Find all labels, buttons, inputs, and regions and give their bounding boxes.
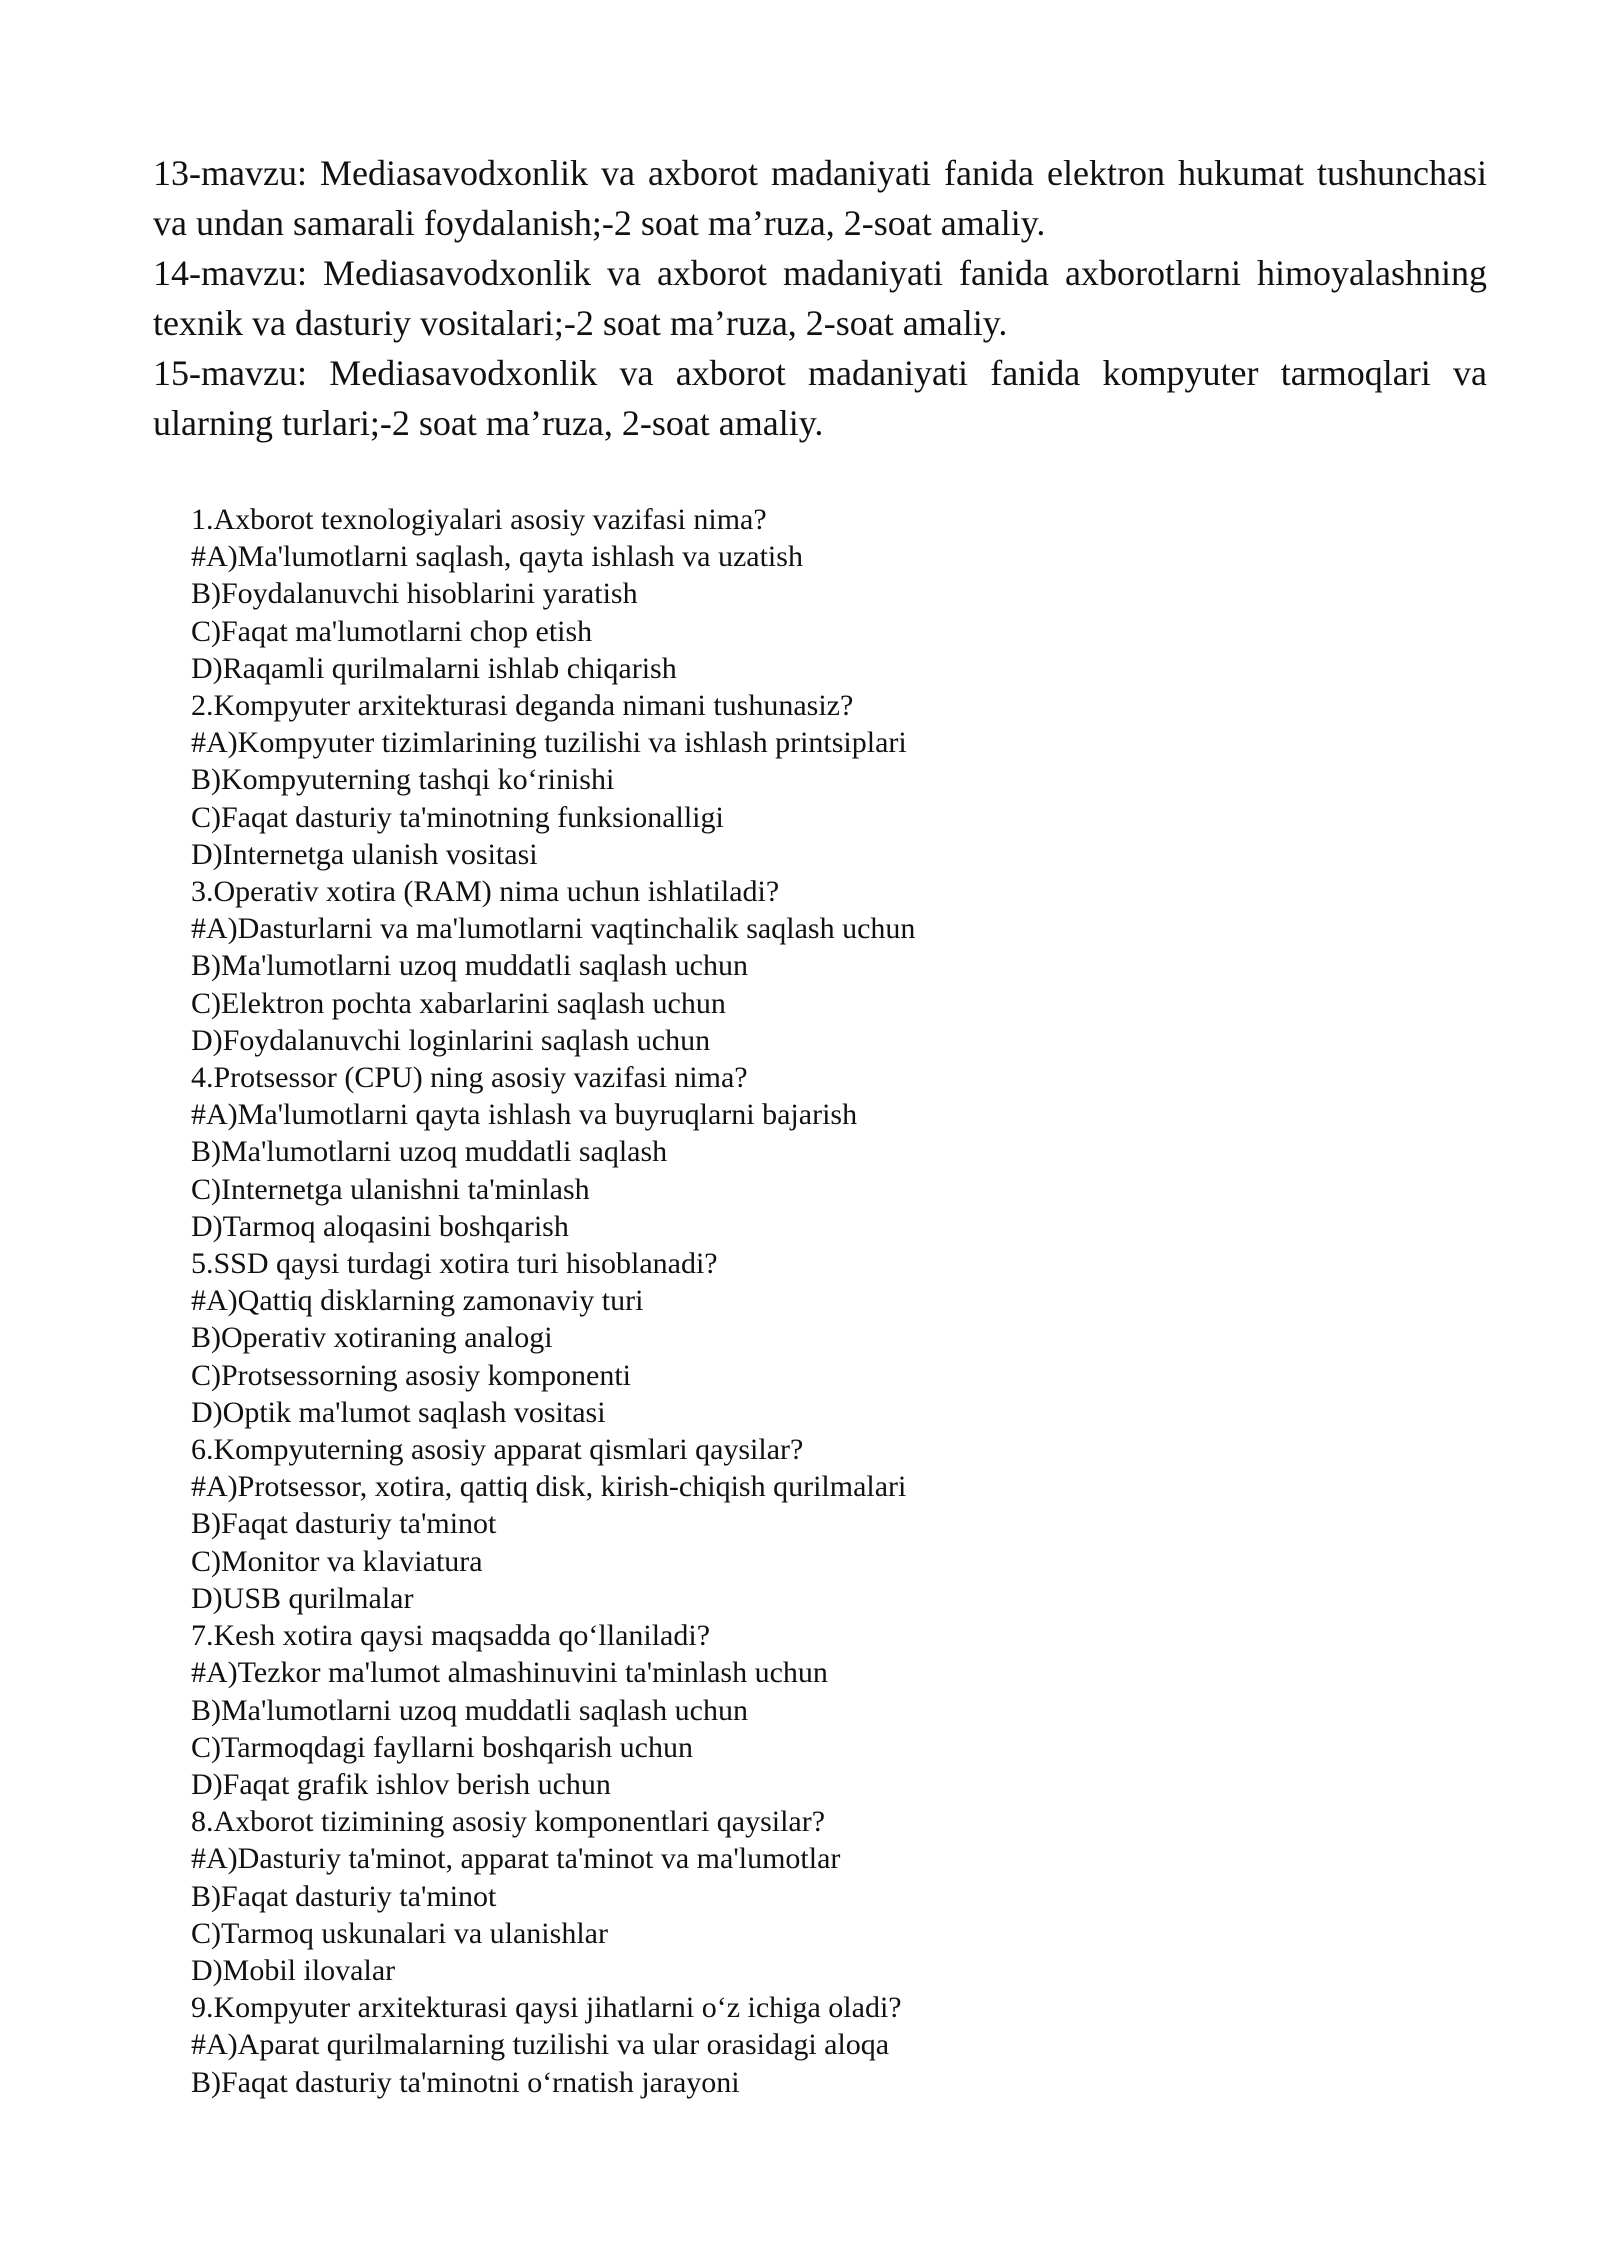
- answer-option: C)Protsessorning asosiy komponenti: [191, 1358, 631, 1392]
- answer-option: C)Internetga ulanishni ta'minlash: [191, 1172, 590, 1206]
- answer-option: C)Tarmoqdagi fayllarni boshqarish uchun: [191, 1730, 693, 1764]
- answer-option: B)Foydalanuvchi hisoblarini yaratish: [191, 577, 638, 611]
- answer-option: C)Faqat ma'lumotlarni chop etish: [191, 614, 593, 648]
- question-8: [191, 1803, 1391, 1989]
- answer-option: #A)Protsessor, xotira, qattiq disk, kirish-chiqish qurilmalari: [191, 1470, 907, 1504]
- question-text: 8.Axborot tizimining asosiy komponentlari qaysilar?: [191, 1805, 826, 1839]
- question-3: [191, 873, 1391, 1059]
- answer-option: #A)Ma'lumotlarni qayta ishlash va buyruqlarni bajarish: [191, 1098, 858, 1132]
- question-4: [191, 1059, 1391, 1245]
- question-text: 7.Kesh xotira qaysi maqsadda qo‘llaniladi?: [191, 1619, 711, 1653]
- question-2: [191, 687, 1391, 873]
- topic-15: 15-mavzu: Mediasavodxonlik va axborot madaniyati fanida kompyuter tarmoqlari va ularning turlari;-2 soat ma’ruza, 2-soat amaliy.: [153, 353, 1487, 443]
- questions-section: [191, 501, 1391, 2101]
- answer-option: D)Mobil ilovalar: [191, 1953, 396, 1987]
- answer-option: #A)Tezkor ma'lumot almashinuvini ta'minlash uchun: [191, 1656, 828, 1690]
- question-text: 2.Kompyuter arxitekturasi deganda nimani tushunasiz?: [191, 689, 854, 723]
- answer-option: C)Elektron pochta xabarlarini saqlash uchun: [191, 986, 726, 1020]
- topic-13: 13-mavzu: Mediasavodxonlik va axborot madaniyati fanida elektron hukumat tushunchasi va undan samarali foydalanish;-2 soat ma’ruza, 2-soat amaliy.: [153, 153, 1487, 243]
- answer-option: D)Optik ma'lumot saqlash vositasi: [191, 1395, 606, 1429]
- topics-section: [153, 148, 1487, 448]
- question-9: [191, 1989, 1391, 2101]
- answer-option: #A)Kompyuter tizimlarining tuzilishi va ishlash printsiplari: [191, 726, 907, 760]
- answer-option: #A)Dasturiy ta'minot, apparat ta'minot va ma'lumotlar: [191, 1842, 841, 1876]
- answer-option: D)Faqat grafik ishlov berish uchun: [191, 1767, 611, 1801]
- question-text: 5.SSD qaysi turdagi xotira turi hisoblanadi?: [191, 1247, 718, 1281]
- question-text: 1.Axborot texnologiyalari asosiy vazifasi nima?: [191, 503, 767, 536]
- answer-option: B)Faqat dasturiy ta'minot: [191, 1507, 497, 1541]
- answer-option: C)Tarmoq uskunalari va ulanishlar: [191, 1916, 608, 1950]
- question-text: 9.Kompyuter arxitekturasi qaysi jihatlarni o‘z ichiga oladi?: [191, 1991, 902, 2025]
- answer-option: C)Faqat dasturiy ta'minotning funksionalligi: [191, 800, 724, 834]
- answer-option: D)Raqamli qurilmalarni ishlab chiqarish: [191, 651, 677, 685]
- answer-option: C)Monitor va klaviatura: [191, 1544, 483, 1578]
- question-5: [191, 1245, 1391, 1431]
- answer-option: #A)Dasturlarni va ma'lumotlarni vaqtinchalik saqlash uchun: [191, 912, 916, 946]
- answer-option: B)Operativ xotiraning analogi: [191, 1321, 553, 1355]
- question-text: 4.Protsessor (CPU) ning asosiy vazifasi nima?: [191, 1061, 748, 1095]
- answer-option: B)Faqat dasturiy ta'minot: [191, 1879, 497, 1913]
- topic-14: 14-mavzu: Mediasavodxonlik va axborot madaniyati fanida axborotlarni himoyalashning texnik va dasturiy vositalari;-2 soat ma’ruza, 2-soat amaliy.: [153, 253, 1487, 343]
- question-6: [191, 1431, 1391, 1617]
- answer-option: B)Ma'lumotlarni uzoq muddatli saqlash: [191, 1135, 668, 1169]
- question-7: [191, 1617, 1391, 1803]
- answer-option: D)USB qurilmalar: [191, 1581, 414, 1615]
- answer-option: #A)Qattiq disklarning zamonaviy turi: [191, 1284, 644, 1318]
- answer-option: B)Ma'lumotlarni uzoq muddatli saqlash uchun: [191, 949, 748, 983]
- question-1: [191, 501, 1391, 687]
- answer-option: B)Faqat dasturiy ta'minotni o‘rnatish jarayoni: [191, 2065, 740, 2099]
- question-text: 3.Operativ xotira (RAM) nima uchun ishlatiladi?: [191, 875, 780, 909]
- answer-option: #A)Ma'lumotlarni saqlash, qayta ishlash va uzatish: [191, 540, 803, 574]
- answer-option: #A)Aparat qurilmalarning tuzilishi va ular orasidagi aloqa: [191, 2028, 890, 2062]
- answer-option: D)Internetga ulanish vositasi: [191, 837, 538, 871]
- answer-option: B)Kompyuterning tashqi ko‘rinishi: [191, 763, 615, 797]
- answer-option: B)Ma'lumotlarni uzoq muddatli saqlash uchun: [191, 1693, 748, 1727]
- question-text: 6.Kompyuterning asosiy apparat qismlari qaysilar?: [191, 1433, 804, 1467]
- answer-option: D)Tarmoq aloqasini boshqarish: [191, 1209, 569, 1243]
- answer-option: D)Foydalanuvchi loginlarini saqlash uchun: [191, 1023, 711, 1057]
